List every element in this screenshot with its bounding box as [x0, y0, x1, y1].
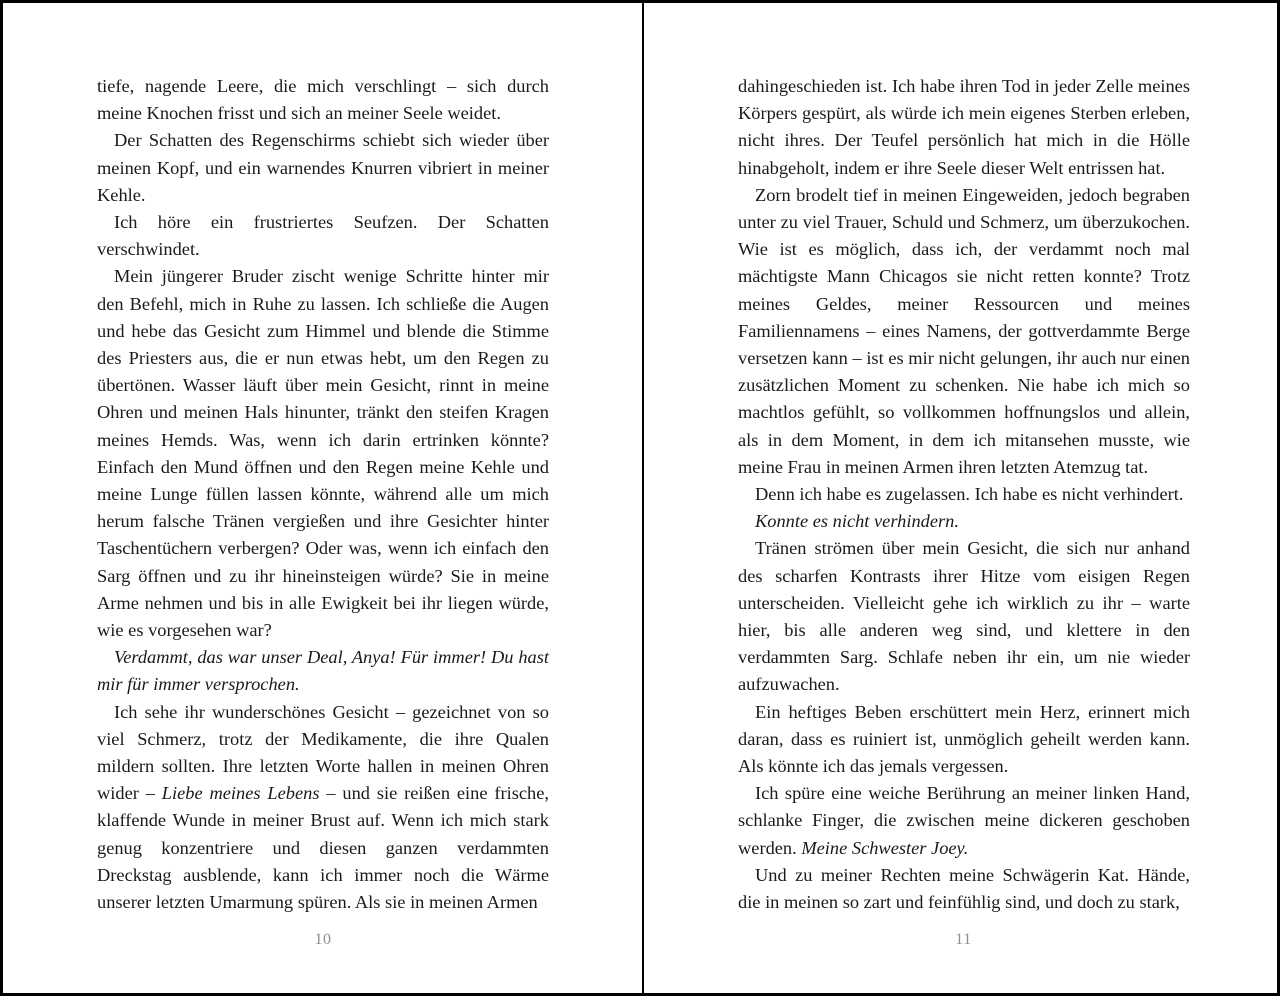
paragraph — [738, 73, 1190, 182]
text-run: Ich höre ein frustriertes Seufzen. Der Schatten verschwindet. — [97, 212, 549, 260]
paragraph — [97, 263, 549, 644]
paragraph — [738, 699, 1190, 781]
italic-run: Meine Schwester Joey. — [801, 837, 969, 858]
paragraph — [738, 508, 1190, 535]
text-run: Ich sehe ihr wunderschönes Gesicht – gezeichnet von so viel Schmerz, trotz der Medikamente, die ihre Qualen mildern sollten. Ihre letzten Worte hallen in meinen Ohren wider – — [97, 701, 549, 804]
text-run: Denn ich habe es zugelassen. Ich habe es nicht verhindert. — [755, 484, 1184, 505]
page-left — [3, 3, 643, 996]
text-run: Zorn brodelt tief in meinen Eingeweiden, jedoch begraben unter zu viel Trauer, Schuld und Schmerz, um überzukochen. Wie ist es möglich, dass ich, der verdammt noch mal mächtigste Mann Chicagos sie nicht retten konnte? Trotz meines Geldes, meiner Ressourcen und meines Familiennamens – eines Namens, der gottverdammte Berge versetzen kann – ist es mir nicht gelungen, ihr auch nur einen zusätzlichen Moment zu schenken. Nie habe ich mich so machtlos gefühlt, so vollkommen hoffnungslos und allein, als in dem Moment, in dem ich mitansehen musste, wie meine Frau in meinen Armen ihren letzten Atemzug tat. — [738, 184, 1190, 477]
text-run: Ein heftiges Beben erschüttert mein Herz, erinnert mich daran, dass es ruiniert ist, unmöglich geheilt werden kann. Als könnte ich das jemals vergessen. — [738, 701, 1190, 777]
italic-run: Verdammt, das war unser Deal, Anya! Für immer! Du hast mir für immer versprochen. — [97, 647, 549, 695]
text-run: Ich spüre eine weiche Berührung an meiner linken Hand, schlanke Finger, die zwischen meine dickeren geschoben werden. — [738, 783, 1190, 858]
paragraph — [97, 644, 549, 698]
text-run: dahingeschieden ist. Ich habe ihren Tod in jeder Zelle meines Körpers gespürt, als würde ich mein eigenes Sterben erleben, nicht ihres. Der Teufel persönlich hat mich in die Hölle hinabgeholt, indem er ihre Seele dieser Welt entrissen hat. — [738, 76, 1190, 178]
page-number-right: 11 — [955, 931, 972, 948]
paragraph — [738, 481, 1190, 508]
paragraph — [97, 127, 549, 209]
italic-run: Liebe meines Lebens — [161, 783, 320, 804]
paragraph — [97, 699, 549, 917]
text-run: Tränen strömen über mein Gesicht, die sich nur anhand des scharfen Kontrasts ihrer Hitze vom eisigen Regen unterscheiden. Vielleicht gehe ich wirklich zu ihr – warte hier, bis alle anderen weg sind, und klettere in den verdammten Sarg. Schlafe neben ihr ein, um nie wieder aufzuwachen. — [738, 538, 1190, 695]
paragraph — [738, 780, 1190, 862]
page-right — [644, 3, 1280, 996]
right-page-text-block — [738, 73, 1190, 916]
paragraph — [738, 182, 1190, 481]
text-run: tiefe, nagende Leere, die mich verschlingt – sich durch meine Knochen frisst und sich an meiner Seele weidet. — [97, 76, 549, 124]
paragraph — [97, 209, 549, 263]
page-number-left: 10 — [314, 931, 332, 948]
italic-run: Konnte es nicht verhindern. — [755, 511, 959, 532]
text-run: Und zu meiner Rechten meine Schwägerin Kat. Hände, die in meinen so zart und feinfühlig sind, und doch zu stark, — [738, 864, 1190, 913]
text-run: – und sie reißen eine frische, klaffende Wunde in meiner Brust auf. Wenn ich mich stark genug konzentriere und diesen ganzen verdammten Dreckstag ausblende, kann ich immer noch die Wärme unserer letzten Umarmung spüren. Als sie in meinen Armen — [97, 783, 549, 913]
paragraph — [738, 535, 1190, 698]
paragraph — [738, 862, 1190, 916]
text-run: Mein jüngerer Bruder zischt wenige Schritte hinter mir den Befehl, mich in Ruhe zu lassen. Ich schließe die Augen und hebe das Gesicht zum Himmel und blende die Stimme des Priesters aus, die er nun etwas hebt, um den Regen zu übertönen. Wasser läuft über mein Gesicht, rinnt in meine Ohren und meinen Hals hinunter, tränkt den steifen Kragen meines Hemds. Was, wenn ich darin ertrinken könnte? Einfach den Mund öffnen und den Regen meine Kehle und meine Lunge füllen lassen könnte, während alle um mich herum falsche Tränen vergießen und ihre Gesichter hinter Taschentüchern verbergen? Oder was, wenn ich einfach den Sarg öffnen und zu ihr hineinsteigen würde? Sie in meine Arme nehmen und bis in alle Ewigkeit bei ihr liegen würde, wie es vorgesehen war? — [97, 266, 549, 641]
paragraph — [97, 73, 549, 127]
text-run: Der Schatten des Regenschirms schiebt sich wieder über meinen Kopf, und ein warnendes Knurren vibriert in meiner Kehle. — [97, 130, 549, 205]
left-page-text-block — [97, 73, 549, 916]
